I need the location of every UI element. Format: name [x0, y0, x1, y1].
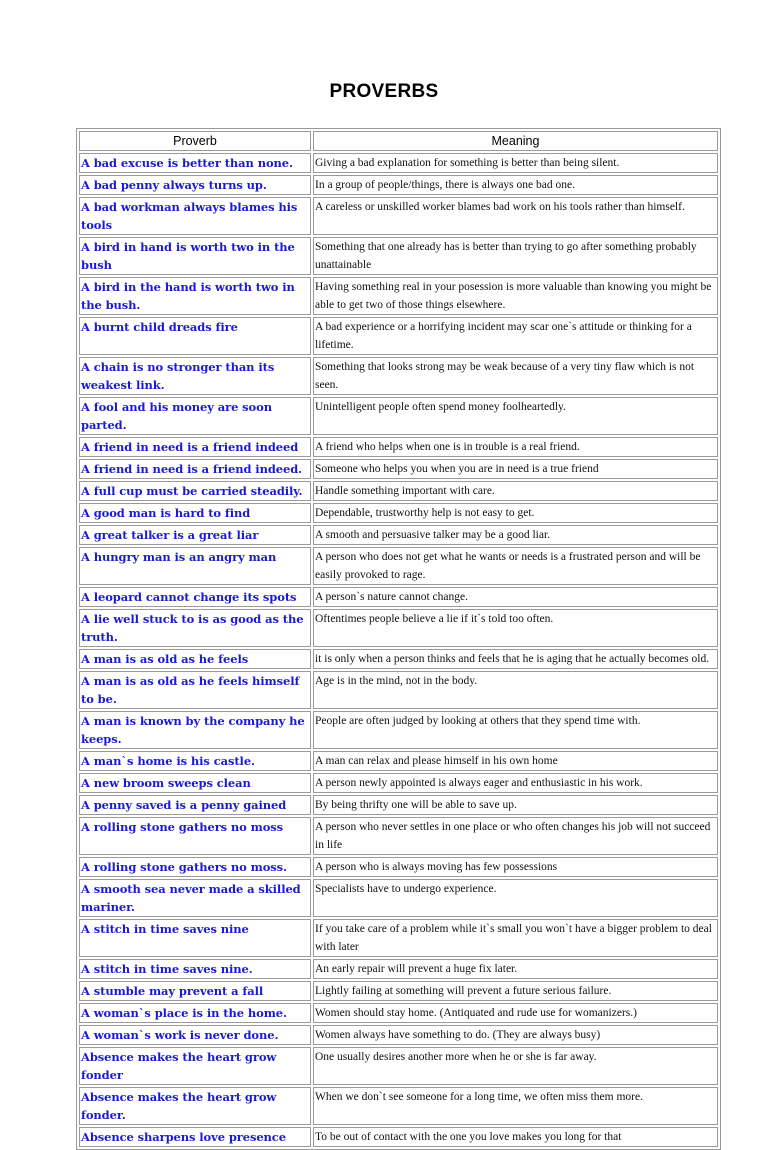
table-row: [79, 525, 718, 545]
meaning-cell: A bad experience or a horrifying incident may scar one`s attitude or thinking for a lifetime.: [313, 317, 718, 355]
table-row: [79, 649, 718, 669]
table-row: [79, 397, 718, 435]
meaning-cell: Someone who helps you when you are in need is a true friend: [313, 459, 718, 479]
meaning-cell: In a group of people/things, there is always one bad one.: [313, 175, 718, 195]
proverb-cell: Absence makes the heart grow fonder: [79, 1047, 311, 1085]
meaning-cell: To be out of contact with the one you love makes you long for that: [313, 1127, 718, 1147]
meaning-cell: A person newly appointed is always eager and enthusiastic in his work.: [313, 773, 718, 793]
table-row: [79, 547, 718, 585]
table-row: [79, 751, 718, 771]
proverb-cell: A bird in the hand is worth two in the bush.: [79, 277, 311, 315]
meaning-cell: Unintelligent people often spend money foolheartedly.: [313, 397, 718, 435]
meaning-cell: Dependable, trustworthy help is not easy to get.: [313, 503, 718, 523]
proverb-cell: Absence sharpens love presence: [79, 1127, 311, 1147]
table-row: [79, 459, 718, 479]
meaning-cell: Something that looks strong may be weak because of a very tiny flaw which is not seen.: [313, 357, 718, 395]
meaning-cell: People are often judged by looking at others that they spend time with.: [313, 711, 718, 749]
table-row: [79, 817, 718, 855]
header-row: [79, 131, 718, 151]
meaning-cell: When we don`t see someone for a long time, we often miss them more.: [313, 1087, 718, 1125]
proverb-cell: A fool and his money are soon parted.: [79, 397, 311, 435]
table-row: [79, 153, 718, 173]
meaning-cell: One usually desires another more when he or she is far away.: [313, 1047, 718, 1085]
table-row: [79, 1087, 718, 1125]
meaning-cell: If you take care of a problem while it`s small you won`t have a bigger problem to deal with later: [313, 919, 718, 957]
table-row: [79, 1127, 718, 1147]
proverb-cell: A new broom sweeps clean: [79, 773, 311, 793]
table-row: [79, 481, 718, 501]
column-header-meaning: Meaning: [313, 131, 718, 151]
table-row: [79, 503, 718, 523]
table-row: [79, 857, 718, 877]
meaning-cell: A smooth and persuasive talker may be a good liar.: [313, 525, 718, 545]
meaning-cell: Lightly failing at something will prevent a future serious failure.: [313, 981, 718, 1001]
proverb-cell: A bad excuse is better than none.: [79, 153, 311, 173]
table-row: [79, 981, 718, 1001]
table-row: [79, 671, 718, 709]
column-header-proverb: Proverb: [79, 131, 311, 151]
proverb-cell: A smooth sea never made a skilled mariner.: [79, 879, 311, 917]
proverb-cell: A great talker is a great liar: [79, 525, 311, 545]
page-title: PROVERBS: [329, 81, 439, 102]
table-row: [79, 317, 718, 355]
proverb-cell: A good man is hard to find: [79, 503, 311, 523]
proverb-cell: A friend in need is a friend indeed: [79, 437, 311, 457]
table-row: [79, 959, 718, 979]
proverb-cell: A rolling stone gathers no moss: [79, 817, 311, 855]
proverb-cell: A bird in hand is worth two in the bush: [79, 237, 311, 275]
proverb-cell: A man is as old as he feels himself to be.: [79, 671, 311, 709]
meaning-cell: Specialists have to undergo experience.: [313, 879, 718, 917]
proverb-cell: A rolling stone gathers no moss.: [79, 857, 311, 877]
proverb-cell: A bad penny always turns up.: [79, 175, 311, 195]
meaning-cell: it is only when a person thinks and feels that he is aging that he actually becomes old.: [313, 649, 718, 669]
table-row: [79, 1047, 718, 1085]
meaning-cell: By being thrifty one will be able to save up.: [313, 795, 718, 815]
table-row: [79, 795, 718, 815]
proverb-cell: A chain is no stronger than its weakest link.: [79, 357, 311, 395]
table-row: [79, 587, 718, 607]
proverb-cell: A penny saved is a penny gained: [79, 795, 311, 815]
meaning-cell: Age is in the mind, not in the body.: [313, 671, 718, 709]
table-row: [79, 1003, 718, 1023]
meaning-cell: A person who does not get what he wants or needs is a frustrated person and will be easily provoked to rage.: [313, 547, 718, 585]
table-row: [79, 237, 718, 275]
table-row: [79, 175, 718, 195]
table-row: [79, 437, 718, 457]
proverb-cell: A stitch in time saves nine.: [79, 959, 311, 979]
table-row: [79, 357, 718, 395]
proverb-cell: A man`s home is his castle.: [79, 751, 311, 771]
meaning-cell: A person who never settles in one place or who often changes his job will not succeed in life: [313, 817, 718, 855]
meaning-cell: Something that one already has is better than trying to go after something probably unattainable: [313, 237, 718, 275]
table-row: [79, 919, 718, 957]
proverb-cell: A lie well stuck to is as good as the truth.: [79, 609, 311, 647]
table-row: [79, 609, 718, 647]
meaning-cell: Having something real in your posession is more valuable than knowing you might be able to get two of those things elsewhere.: [313, 277, 718, 315]
proverb-cell: A friend in need is a friend indeed.: [79, 459, 311, 479]
meaning-cell: Giving a bad explanation for something is better than being silent.: [313, 153, 718, 173]
proverb-cell: A hungry man is an angry man: [79, 547, 311, 585]
meaning-cell: An early repair will prevent a huge fix later.: [313, 959, 718, 979]
meaning-cell: A friend who helps when one is in trouble is a real friend.: [313, 437, 718, 457]
meaning-cell: A person`s nature cannot change.: [313, 587, 718, 607]
proverb-cell: A full cup must be carried steadily.: [79, 481, 311, 501]
table-row: [79, 879, 718, 917]
meaning-cell: Women always have something to do. (They are always busy): [313, 1025, 718, 1045]
table-row: [79, 277, 718, 315]
meaning-cell: A person who is always moving has few possessions: [313, 857, 718, 877]
proverb-cell: A bad workman always blames his tools: [79, 197, 311, 235]
proverb-cell: A leopard cannot change its spots: [79, 587, 311, 607]
meaning-cell: Handle something important with care.: [313, 481, 718, 501]
proverb-cell: A burnt child dreads fire: [79, 317, 311, 355]
proverb-cell: A man is as old as he feels: [79, 649, 311, 669]
proverb-cell: Absence makes the heart grow fonder.: [79, 1087, 311, 1125]
proverbs-table: [76, 128, 721, 1150]
meaning-cell: A careless or unskilled worker blames bad work on his tools rather than himself.: [313, 197, 718, 235]
table-row: [79, 197, 718, 235]
proverb-cell: A woman`s place is in the home.: [79, 1003, 311, 1023]
table-row: [79, 711, 718, 749]
proverb-cell: A man is known by the company he keeps.: [79, 711, 311, 749]
meaning-cell: Oftentimes people believe a lie if it`s told too often.: [313, 609, 718, 647]
proverb-cell: A stumble may prevent a fall: [79, 981, 311, 1001]
proverb-cell: A stitch in time saves nine: [79, 919, 311, 957]
proverb-cell: A woman`s work is never done.: [79, 1025, 311, 1045]
table-row: [79, 773, 718, 793]
table-row: [79, 1025, 718, 1045]
meaning-cell: A man can relax and please himself in his own home: [313, 751, 718, 771]
meaning-cell: Women should stay home. (Antiquated and rude use for womanizers.): [313, 1003, 718, 1023]
